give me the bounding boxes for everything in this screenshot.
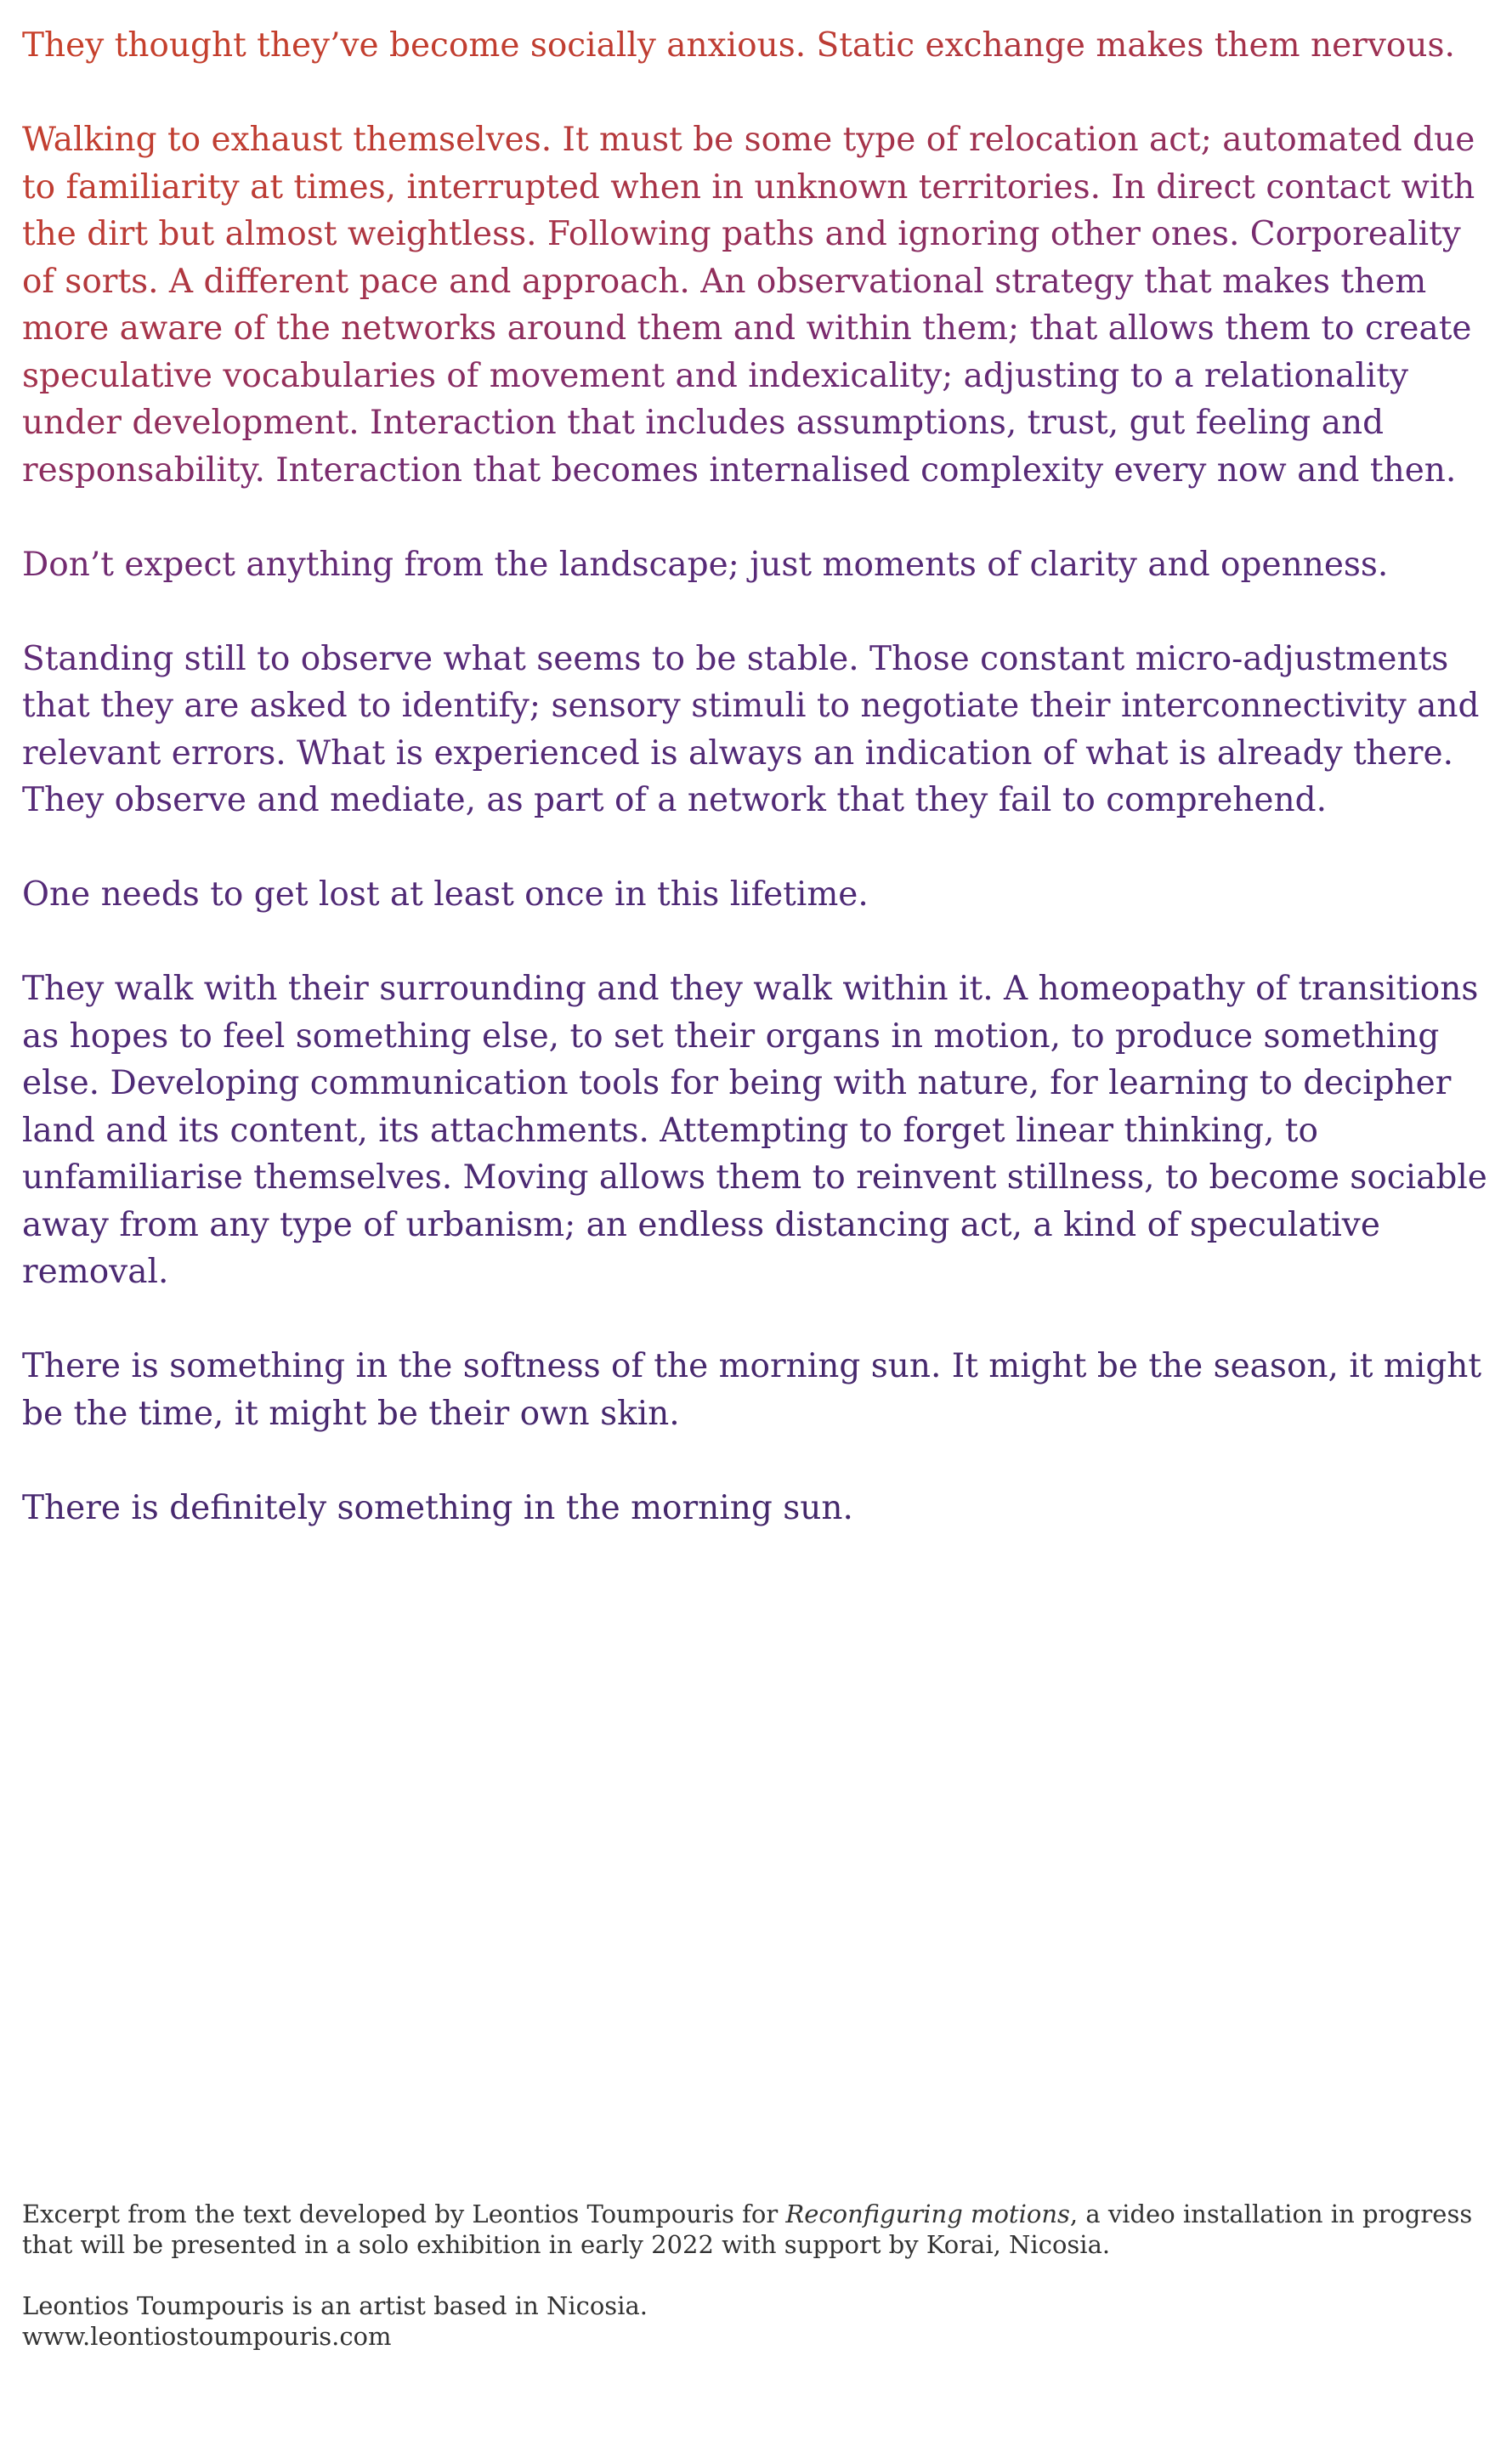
paragraph-5: One needs to get lost at least once in this lifetime. [22,875,869,914]
essay-body [22,22,1501,1579]
footer-bio-block [22,2290,1501,2352]
paragraph-3: Don’t expect anything from the landscape; just moments of clarity and openness. [22,545,1389,584]
paragraph-7: There is something in the softness of the morning sun. It might be the season, it might be the time, it might be their own skin. [22,1347,1482,1433]
website-link[interactable]: www.leontiostoumpouris.com [22,2322,392,2351]
credit-text-after: , a video installation in progress that will be presented in a solo exhibition in early 2022 with support by Korai, Nicosia. [22,2200,1473,2259]
footer-credit [22,2199,1501,2260]
paragraph-6: They walk with their surrounding and they walk within it. A homeopathy of transitions as hopes to feel something else, to set their organs in motion, to produce something else. Developing communication tools for being with nature, for learning to decipher land and its content, its attachments. Attempting to forget linear thinking, to unfamiliarise themselves. Moving allows them to reinvent stillness, to become sociable away from any type of urbanism; an endless distancing act, a kind of speculative removal. [22,970,1487,1291]
paragraph-4: Standing still to observe what seems to be stable. Those constant micro-adjustments that they are asked to identify; sensory stimuli to negotiate their interconnectivity and relevant errors. What is experienced is always an indication of what is already there. They observe and mediate, as part of a network that they fail to comprehend. [22,639,1480,819]
paragraph-8: There is definitely something in the morning sun. [22,1488,853,1527]
paragraph-1: They thought they’ve become socially anxious. Static exchange makes them nervous. [22,26,1455,65]
work-title: Reconfiguring motions [785,2200,1070,2228]
credit-text-before: Excerpt from the text developed by Leontios Toumpouris for [22,2200,786,2228]
paragraph-2: Walking to exhaust themselves. It must be some type of relocation act; automated due to familiarity at times, interrupted when in unknown territories. In direct contact with the dirt but almost weightless. Following paths and ignoring other ones. Corporeality of sorts. A different pace and approach. An observational strategy that makes them more aware of the networks around them and within them; that allows them to create speculative vocabularies of movement and indexicality; adjusting to a relationality under development. Interaction that includes assumptions, trust, gut feeling and responsability. Interaction that becomes internalised complexity every now and then. [22,121,1475,490]
artist-bio: Leontios Toumpouris is an artist based in Nicosia. [22,2291,648,2320]
footer [22,2199,1501,2382]
